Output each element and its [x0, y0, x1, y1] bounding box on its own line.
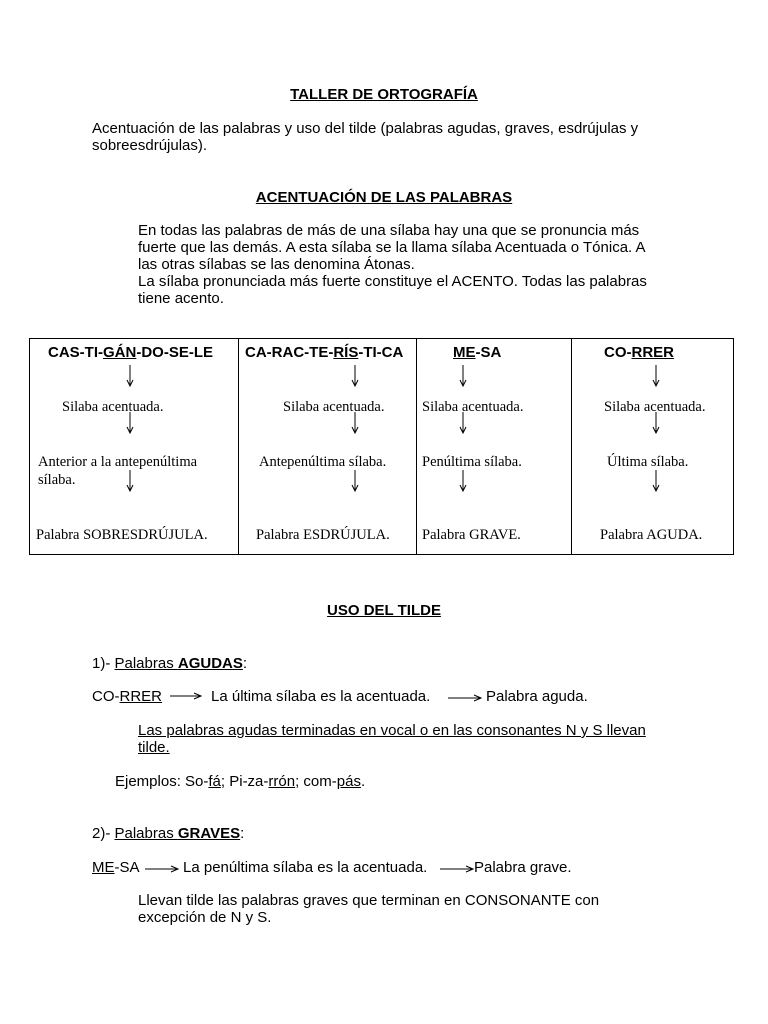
arrow-down-icon	[351, 412, 359, 434]
graves-heading: 2)- Palabras GRAVES:	[92, 825, 245, 842]
word-type-label: Palabra ESDRÚJULA.	[256, 527, 390, 543]
graves-example-word: ME-SA	[92, 859, 140, 876]
stressed-syllable: RRER	[631, 344, 675, 361]
intro-line-2: sobreesdrújulas).	[92, 137, 208, 154]
arrow-down-icon	[652, 470, 660, 492]
position-label: Anterior a la antepenúltima	[38, 454, 198, 470]
word-type-label: Palabra SOBRESDRÚJULA.	[36, 527, 208, 543]
word-caracteristica: CA-RAC-TE-RÍS-TI-CA	[245, 344, 404, 361]
section-heading-acentuacion: ACENTUACIÓN DE LAS PALABRAS	[255, 189, 513, 206]
arrow-right-icon	[448, 694, 482, 702]
arrow-right-icon	[170, 692, 202, 700]
agudas-example-word: CO-RRER	[92, 688, 163, 705]
arrow-down-icon	[126, 412, 134, 434]
position-label: Última sílaba.	[607, 454, 689, 470]
intro-line-1: Acentuación de las palabras y uso del tilde (palabras agudas, graves, esdrújulas y	[92, 120, 639, 137]
word-mesa: ME-SA	[453, 344, 502, 361]
agudas-rule-line-2: tilde.	[138, 739, 170, 756]
syllable-label: Silaba acentuada.	[422, 399, 524, 415]
arrow-down-icon	[126, 470, 134, 492]
arrow-down-icon	[459, 365, 467, 387]
graves-example-desc: La penúltima sílaba es la acentuada.	[183, 859, 428, 876]
agudas-examples: Ejemplos: So-fá; Pi-za-rrón; com-pás.	[115, 773, 366, 790]
word-type-label: Palabra AGUDA.	[600, 527, 703, 543]
arrow-down-icon	[126, 365, 134, 387]
syllable-label: Silaba acentuada.	[283, 399, 385, 415]
paragraph-line-5: tiene acento.	[138, 290, 224, 307]
word-type-label: Palabra GRAVE.	[422, 527, 521, 543]
paragraph-line-4: La sílaba pronunciada más fuerte constituye el ACENTO. Todas las palabras	[138, 273, 647, 290]
table-divider	[238, 338, 239, 555]
table-divider	[416, 338, 417, 555]
arrow-right-icon	[440, 865, 474, 873]
graves-rule-line-2: excepción de N y S.	[138, 909, 272, 926]
word-castigandosele: CAS-TI-GÁN-DO-SE-LE	[48, 344, 214, 361]
arrow-right-icon	[145, 865, 179, 873]
stressed-syllable: GÁN	[103, 344, 137, 361]
paragraph-line-1: En todas las palabras de más de una sílaba hay una que se pronuncia más	[138, 222, 640, 239]
agudas-example-result: Palabra aguda.	[486, 688, 588, 705]
agudas-example-desc: La última sílaba es la acentuada.	[211, 688, 431, 705]
paragraph-line-2: fuerte que las demás. A esta sílaba se la llama sílaba Acentuada o Tónica. A	[138, 239, 646, 256]
arrow-down-icon	[652, 365, 660, 387]
agudas-rule-line-1: Las palabras agudas terminadas en vocal o en las consonantes N y S llevan	[138, 722, 646, 739]
arrow-down-icon	[351, 365, 359, 387]
position-label: Penúltima sílaba.	[422, 454, 522, 470]
arrow-down-icon	[459, 470, 467, 492]
position-label: sílaba.	[38, 472, 76, 488]
accent-table	[29, 338, 734, 555]
arrow-down-icon	[459, 412, 467, 434]
graves-rule-line-1: Llevan tilde las palabras graves que terminan en CONSONANTE con	[138, 892, 600, 909]
arrow-down-icon	[652, 412, 660, 434]
table-divider	[571, 338, 572, 555]
agudas-heading: 1)- Palabras AGUDAS:	[92, 655, 248, 672]
word-correr: CO-RRER	[604, 344, 675, 361]
section-heading-uso-tilde: USO DEL TILDE	[327, 602, 441, 619]
paragraph-line-3: las otras sílabas se las denomina Átonas.	[138, 256, 415, 273]
page-title: TALLER DE ORTOGRAFÍA	[290, 86, 478, 103]
stressed-syllable: ME	[453, 344, 476, 361]
stressed-syllable: RÍS	[333, 344, 359, 361]
position-label: Antepenúltima sílaba.	[259, 454, 387, 470]
syllable-label: Silaba acentuada.	[62, 399, 164, 415]
syllable-label: Silaba acentuada.	[604, 399, 706, 415]
arrow-down-icon	[351, 470, 359, 492]
graves-example-result: Palabra grave.	[474, 859, 572, 876]
